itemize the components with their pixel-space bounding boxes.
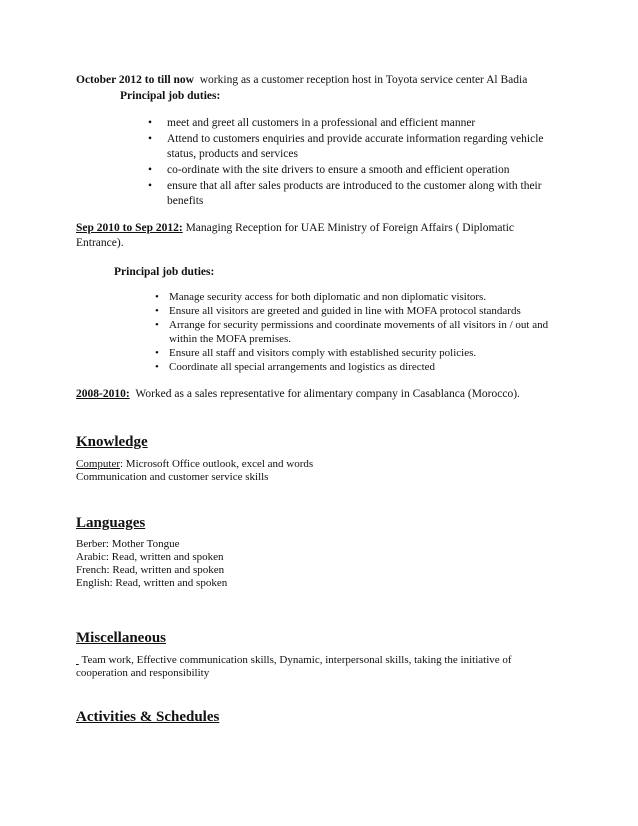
miscellaneous-text xyxy=(76,654,556,680)
job3-entry xyxy=(76,387,556,402)
list-item: • Manage security access for both diplomatic and non diplomatic visitors. xyxy=(169,290,556,304)
job3-date: 2008-2010: xyxy=(76,388,130,400)
job1-duties-list xyxy=(76,116,556,209)
list-item: Berber: Mother Tongue xyxy=(76,538,180,550)
job2-duties-heading: Principal job duties: xyxy=(114,266,215,278)
job1-entry xyxy=(76,73,556,88)
job2-duties-list xyxy=(76,290,556,374)
list-item: • Arrange for security permissions and coordinate movements of all visitors in / out and within the MOFA premises. xyxy=(169,318,556,346)
job2-entry xyxy=(76,221,556,251)
miscellaneous-skills: Team work, Effective communication skills, Dynamic, interpersonal skills, taking the initiative of cooperation and responsibility xyxy=(76,654,512,679)
languages-heading: Languages xyxy=(76,515,146,531)
job3-description: Worked as a sales representative for alimentary company in Casablanca (Morocco). xyxy=(135,388,520,400)
list-item: • ensure that all after sales products are introduced to the customer along with their benefits xyxy=(167,179,556,209)
knowledge-communication: Communication and customer service skills xyxy=(76,471,269,483)
resume-page xyxy=(76,73,556,726)
list-item: • Attend to customers enquiries and provide accurate information regarding vehicle status, products and services xyxy=(167,132,556,162)
job2-date: Sep 2010 to Sep 2012: xyxy=(76,222,183,234)
job1-duties-heading: Principal job duties: xyxy=(120,90,221,102)
list-item: • Ensure all visitors are greeted and guided in line with MOFA protocol standards xyxy=(169,304,556,318)
list-item: • co-ordinate with the site drivers to ensure a smooth and efficient operation xyxy=(167,163,556,178)
knowledge-computer xyxy=(76,458,556,471)
list-item: • Ensure all staff and visitors comply with established security policies. xyxy=(169,346,556,360)
miscellaneous-heading: Miscellaneous xyxy=(76,630,166,646)
languages-list xyxy=(76,538,556,590)
activities-heading: Activities & Schedules xyxy=(76,709,220,725)
list-item: Arabic: Read, written and spoken xyxy=(76,551,224,563)
knowledge-computer-text: : Microsoft Office outlook, excel and words xyxy=(120,458,314,470)
list-item: English: Read, written and spoken xyxy=(76,577,228,589)
knowledge-computer-label: Computer xyxy=(76,458,120,470)
list-item: • meet and greet all customers in a professional and efficient manner xyxy=(167,116,556,131)
knowledge-heading: Knowledge xyxy=(76,434,148,450)
job2-description: Managing Reception for UAE Ministry of Foreign Affairs ( Diplomatic Entrance). xyxy=(76,222,515,249)
list-item: French: Read, written and spoken xyxy=(76,564,225,576)
job1-date: October 2012 to till now xyxy=(76,74,194,86)
job1-description: working as a customer reception host in Toyota service center Al Badia xyxy=(199,74,528,86)
list-item: • Coordinate all special arrangements and logistics as directed xyxy=(169,360,556,374)
